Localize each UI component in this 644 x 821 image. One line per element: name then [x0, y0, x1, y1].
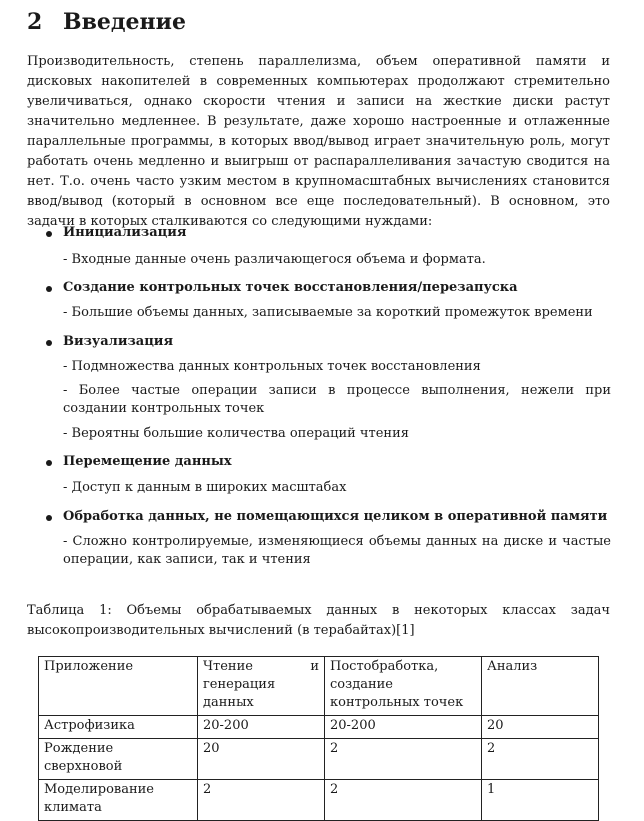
section-title: Введение [63, 9, 186, 35]
data-table [38, 656, 599, 821]
table-header-cell: Анализ [482, 657, 599, 716]
bullet-icon [46, 286, 52, 292]
intro-paragraph: Производительность, степень параллелизма, объем оперативной памяти и дисковых накопителей в современных компьютерах продолжают стремительно увеличиваться, однако скорости чтения и записи на жесткие диски растут значительно медленнее. В результате, даже хорошо настроенные и отлаженные параллельные программы, в которых ввод/вывод играет значительную роль, могут работать очень медленно и выигрыш от распараллеливания зачастую сводится на нет. Т.о. очень часто узким местом в крупномасштабных вычислениях становится ввод/вывод (который в основном все еще последовательный). В основном, это задачи в которых сталкиваются со следующими нуждами: [27, 54, 610, 229]
bullet-icon [46, 340, 52, 346]
table-cell: Астрофизика [39, 716, 198, 739]
table-header-cell: Чтение и генерация данных [198, 657, 325, 716]
bullet-icon [46, 515, 52, 521]
table-row [39, 716, 599, 739]
table-cell: 20-200 [198, 716, 325, 739]
bullet-icon [46, 460, 52, 466]
list-item-title: Создание контрольных точек восстановления/перезапуска [63, 280, 518, 295]
list-item-detail: - Подмножества данных контрольных точек восстановления [63, 359, 481, 374]
table-cell: 1 [482, 780, 599, 821]
list-item-detail: - Более частые операции записи в процессе выполнения, нежели при создании контрольных точек [63, 383, 611, 416]
list-item-title: Визуализация [63, 334, 174, 349]
table-cell: 20 [482, 716, 599, 739]
table-caption: Таблица 1: Объемы обрабатываемых данных в некоторых классах задач высокопроизводительных вычислений (в терабайтах)[1] [27, 603, 610, 638]
list-item-detail: - Доступ к данным в широких масштабах [63, 480, 347, 495]
bullet-icon [46, 231, 52, 237]
list-item-detail: - Сложно контролируемые, изменяющиеся объемы данных на диске и частые операции, как записи, так и чтения [63, 534, 611, 567]
list-item-detail: - Большие объемы данных, записываемые за короткий промежуток времени [63, 305, 593, 320]
list-item-title: Обработка данных, не помещающихся целиком в оперативной памяти [63, 509, 608, 524]
list-item-detail: - Входные данные очень различающегося объема и формата. [63, 252, 486, 267]
table-cell: 2 [325, 739, 482, 780]
table-cell: Моделирование климата [39, 780, 198, 821]
table-cell: 20-200 [325, 716, 482, 739]
table-header-row [39, 657, 599, 716]
table-cell: 2 [198, 780, 325, 821]
table-row [39, 739, 599, 780]
table-cell: 2 [325, 780, 482, 821]
table-header-cell: Приложение [39, 657, 198, 716]
section-heading [27, 9, 186, 35]
table-cell: Рождение сверхновой [39, 739, 198, 780]
section-number: 2 [27, 9, 43, 35]
list-item-title: Инициализация [63, 225, 187, 240]
table-cell: 20 [198, 739, 325, 780]
list-item-title: Перемещение данных [63, 454, 232, 469]
table-header-cell: Постобработка, создание контрольных точек [325, 657, 482, 716]
list-item-detail: - Вероятны большие количества операций чтения [63, 426, 409, 441]
table-row [39, 780, 599, 821]
table-cell: 2 [482, 739, 599, 780]
